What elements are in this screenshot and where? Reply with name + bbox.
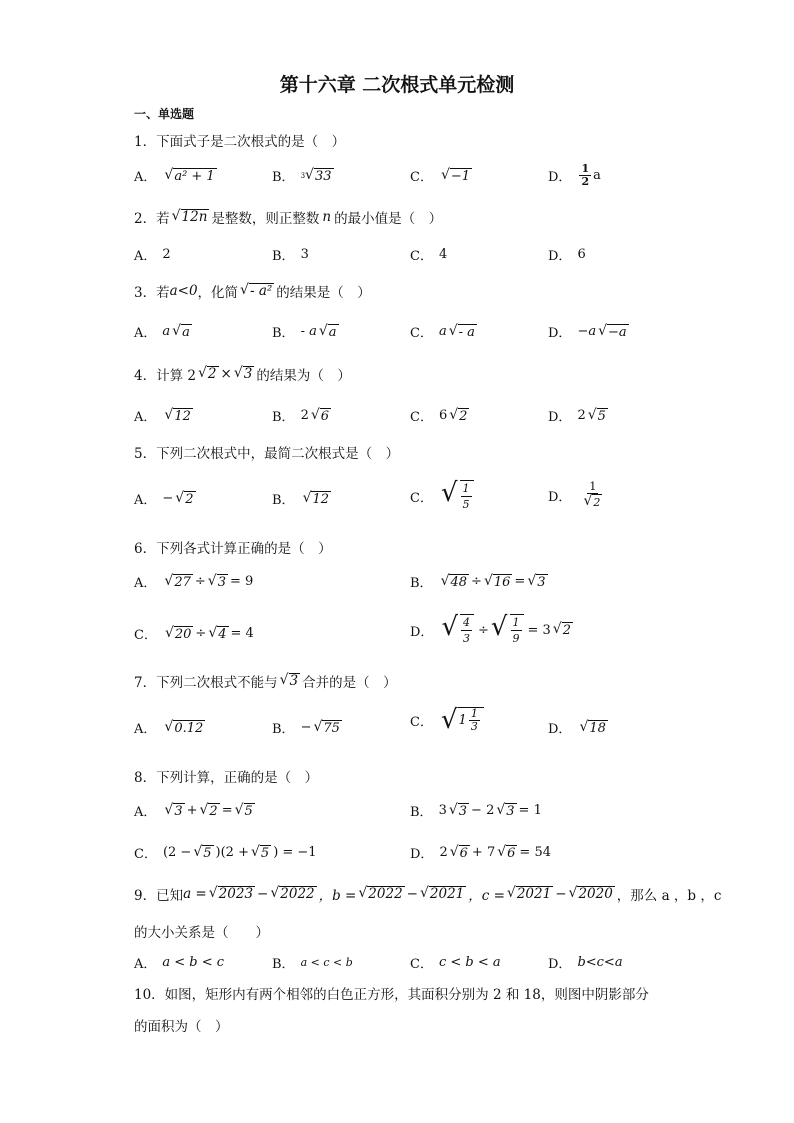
q9-option-d[interactable]: D． b<c<a (548, 955, 623, 972)
q6-option-a[interactable]: A． √ 27 ÷ √ 3 = 9 (134, 572, 254, 591)
q7-option-b[interactable]: B． − √ 75 (272, 718, 340, 737)
q2-option-b[interactable]: B． 3 (272, 247, 309, 264)
q3-option-c[interactable]: C． a √ - a (410, 322, 475, 341)
q1-option-a[interactable]: A． √ a² + 1 (134, 166, 215, 185)
q3-option-d[interactable]: D． −a √ −a (548, 322, 627, 341)
q2-option-a[interactable]: A． 2 (134, 247, 171, 264)
section-heading: 一、单选题 (134, 107, 195, 121)
q9-option-c[interactable]: C． c < b < a (410, 955, 501, 972)
q5-option-b[interactable]: B． √ 12 (272, 489, 330, 508)
q9-option-a[interactable]: A． a < b < c (134, 955, 225, 972)
q8-option-d[interactable]: D． 2 √ 6 + 7 √ 6 = 54 (410, 843, 551, 862)
question-4-stem: 4．计算 2 √ 2 × √ 3 的结果为（ ） (134, 365, 351, 384)
question-3-stem: 3．若 a<0 ，化简 √ - a² 的结果是（ ） (134, 282, 371, 301)
question-1-stem: 1．下面式子是二次根式的是（ ） (134, 134, 346, 150)
question-9-stem-line2: 的大小关系是（ ） (134, 925, 269, 941)
q1-option-b[interactable]: B． 3 √ 33 (272, 166, 332, 185)
radical: √ a² + 1 (164, 166, 215, 184)
q3-option-a[interactable]: A． a √ a (134, 322, 190, 341)
question-6-stem: 6．下列各式计算正确的是（ ） (134, 541, 332, 557)
q4-option-b[interactable]: B． 2 √ 6 (272, 406, 330, 425)
q7-option-c[interactable]: C． √ 1 $\frac{1}{3}$ (410, 707, 486, 733)
q6-option-c[interactable]: C． √ 20 ÷ √ 4 = 4 (134, 624, 254, 643)
question-8-stem: 8．下列计算，正确的是（ ） (134, 770, 319, 786)
question-7-stem: 7．下列二次根式不能与 √ 3 合并的是（ ） (134, 672, 397, 691)
question-2-stem: 2．若 √ 12n 是整数，则正整数 n 的最小值是（ ） (134, 208, 443, 227)
q5-option-d[interactable]: D． 1 √ 2 (548, 480, 601, 509)
q4-option-d[interactable]: D． 2 √ 5 (548, 406, 606, 425)
radical: √ 33 (305, 166, 332, 184)
q2-option-d[interactable]: D． 6 (548, 247, 586, 264)
question-9-stem: 9．已知 a = √ 2023 − √ 2022 ，b = √ 2022 − √ 2021 ，c = √ 2021 − √ 2020 ，那么 a ，b ，c (134, 885, 722, 904)
question-10-stem-line2: 的面积为（ ） (134, 1019, 229, 1035)
q5-option-c[interactable]: C． √ $\frac{1}{5}$ (410, 480, 478, 512)
q8-option-c[interactable]: C． (2 − √ 5 )(2 + √ 5 ) = −1 (134, 843, 317, 862)
fraction: $\frac{1}{2}$ (581, 162, 590, 188)
page-title: 第十六章 二次根式单元检测 (279, 74, 515, 96)
q8-option-b[interactable]: B． 3 √ 3 − 2 √ 3 = 1 (410, 801, 542, 820)
q7-option-a[interactable]: A． √ 0.12 (134, 718, 204, 737)
q6-option-b[interactable]: B． √ 48 ÷ √ 16 = √ 3 (410, 572, 546, 591)
radical: √ 12n (171, 208, 208, 225)
q9-option-b[interactable]: B． a < c < b (272, 956, 353, 972)
question-5-stem: 5．下列二次根式中，最简二次根式是（ ） (134, 446, 400, 462)
q4-option-a[interactable]: A． √ 12 (134, 406, 191, 425)
q7-option-d[interactable]: D． √ 18 (548, 718, 606, 737)
radical: √ - a² (240, 282, 273, 299)
q6-option-d[interactable]: D． √ $\frac{4}{3}$ ÷ √ $\frac{1}{9}$ = 3 √ 2 (410, 612, 571, 645)
q2-option-c[interactable]: C． 4 (410, 247, 448, 264)
q1-option-d[interactable]: D． $\frac{1}{2}$ a (548, 162, 601, 188)
q3-option-b[interactable]: B． - a √ a (272, 322, 337, 341)
radical: √ −1 (440, 166, 471, 184)
q5-option-a[interactable]: A． − √ 2 (134, 489, 194, 508)
q4-option-c[interactable]: C． 6 √ 2 (410, 406, 468, 425)
q8-option-a[interactable]: A． √ 3 + √ 2 = √ 5 (134, 801, 253, 820)
question-10-stem: 10．如图，矩形内有两个相邻的白色正方形，其面积分别为 2 和 18，则图中阴影部分 (134, 987, 649, 1003)
q1-option-c[interactable]: C． √ −1 (410, 166, 471, 185)
